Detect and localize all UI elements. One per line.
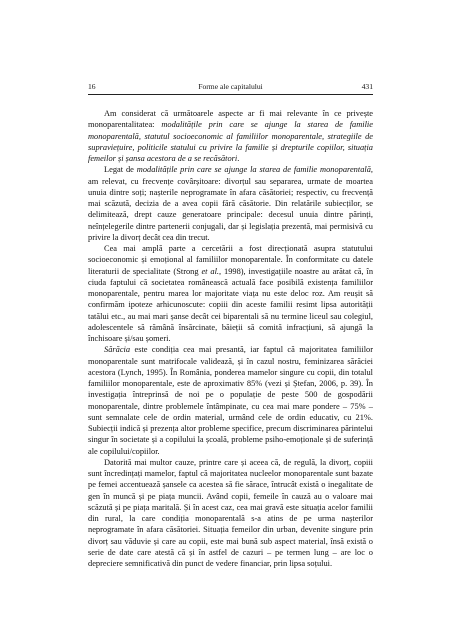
page-number-right: 431 bbox=[361, 82, 373, 91]
paragraph: Cea mai amplă parte a cercetării a fost direcționată asupra statutului socioeconomic și emoțional al familiilor monoparentale. În conformitate cu datele literaturii de specialitate (Strong et al., 1998), investigațiile noastre au arătat că, în ciuda faptului că societatea românească actuală face posibilă existența familiilor monoparentale, pentru marea lor majoritate viața nu este deloc roz. Am reușit să confirmăm ipoteze arhicunoscute: copiii din aceste familii resimt lipsa autorității tatălui etc., au mai mari șanse decât cei biparentali să nu termine liceul sau colegiul, adolescentele să rămână însărcinate, băieții să comită infracțiuni, să ajungă la închisoare și/sau șomeri. bbox=[88, 244, 374, 343]
paragraph: Legat de modalitățile prin care se ajunge la starea de familie monoparentală, am relevat, cu frecvențe covârșitoare: divorțul sau separarea, urmate de moartea unuia dintre soți; nașterile neprogramate în afara căsătoriei; respectiv, cu frecvență mai scăzută, decizia de a avea copii fără căsătorie. Din relatările subiecților, se delimitează, drept cauze generatoare principale: decesul unuia dintre părinți, neînțelegerile dintre partenerii conjugali, dar și legislația prezentă, mai permisivă cu privire la divorț decât cea din trecut. bbox=[88, 165, 373, 242]
running-title: Forme ale capitalului bbox=[198, 82, 263, 91]
paragraph: Sărăcia este condiția cea mai presantă, iar faptul că majoritatea familiilor monoparentale sunt matrifocale validează, și în cazul nostru, feminizarea sărăciei acestora (Lynch, 1995). În România, ponderea mamelor singure cu copii, din totalul familiilor monoparentale, este de aproximativ 85% (vezi și Ștefan, 2006, p. 39). În investigația întreprinsă de noi pe o populație de peste 500 de gospodării monoparentale, dintre problemele întâmpinate, cu cea mai mare pondere – 75% – sunt semnalate cele de ordin material, urmând cele de ordin educativ, cu 21%. Subiecții indică și prezența altor probleme specifice, precum discriminarea părintelui singur în societate și a copilului la școală, probleme psiho-emoționale și de suferință ale copilului/copiilor. bbox=[88, 345, 373, 456]
paragraph: Am considerat că următoarele aspecte ar fi mai relevante în ce privește monoparentalitatea: modalitățile prin care se ajunge la starea de familie monoparentală, statutul socioeconomic al familiilor monoparentale, strategiile de supraviețuire, politicile statului cu privire la familie și drepturile copiilor, situația femeilor și șansa acestora de a se recăsători. bbox=[88, 109, 373, 163]
running-header bbox=[88, 80, 373, 95]
paragraph: Datorită mai multor cauze, printre care și aceea că, de regulă, la divorț, copiii sunt încredințați mamelor, faptul că majoritatea nucleelor monoparentale sunt bazate pe femei accentuează șansele ca acestea să fie sărace, întrucât există o inegalitate de gen în muncă și pe piața muncii. Având copii, femeile în cauză au o valoare mai scăzută și pe piața maritală. Și în acest caz, cea mai gravă este situația acelor familii din rural, la care condiția monoparentală s-a atins de pe urma nașterilor neprogramate în afara căsătoriei. Situația femeilor din urban, devenite singure prin divorț sau văduvie și care au copii, este mai bună sub aspect material, însă există o serie de date care atestă că și în astfel de cazuri – pe termen lung – are loc o depreciere semnificativă din punct de vedere financiar, prin lipsa soțului. bbox=[88, 457, 373, 568]
body-text bbox=[88, 108, 373, 569]
page-number-left: 16 bbox=[88, 82, 96, 91]
